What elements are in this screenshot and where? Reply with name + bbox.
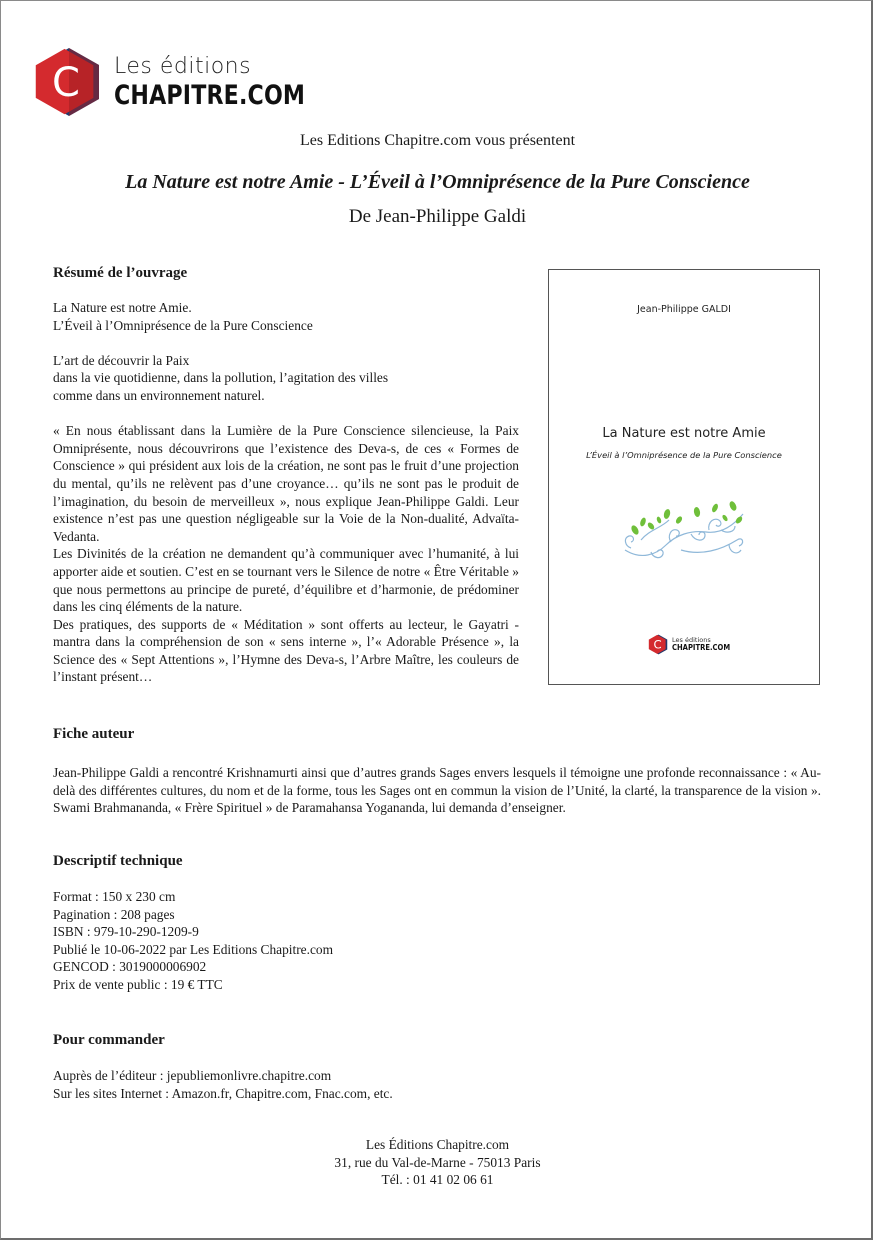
summary-paragraph: Les Divinités de la création ne demandent qu’à communiquer avec l’humanité, à lui apporter aide et soutien. C’est en se tournant vers le Silence de notre « Être Véritable » que nous permettons au principe de pureté, d’équilibre et d’harmonie, de prédominer dans les cinq éléments de la nature.: [53, 546, 519, 615]
summary-line: comme dans un environnement naturel.: [53, 387, 265, 403]
summary-paragraph: Des pratiques, des supports de « Méditation » sont offerts au lecteur, le Gayatri - mantra dans la compréhension de son « sens interne », l’« Adorable Présence », la Science des « Sept Attentions », l’Hymne des Deva-s, l’Arbre Maître, les couleurs de l’instant présent…: [53, 616, 519, 685]
summary-line: dans la vie quotidienne, dans la pollution, l’agitation des villes: [53, 370, 389, 386]
tech-heading: Descriptif technique: [53, 853, 183, 869]
summary-paragraph: « En nous établissant dans la Lumière de la Pure Conscience silencieuse, la Paix Omniprésente, nous découvrirons que l’existence des Deva-s, de ces « Formes de Conscience » qui président aux lois de la création, ne sont pas le fruit d’une projection du mental, qu’ils ne relèvent pas d’une croyance… qu’ils ne sont pas le produit de l’imagination, du besoin de merveilleux », nous explique Jean-Philippe Galdi. Leur existence n’est pas une question négligeable sur la Voie de la Non-dualité, Advaïta-Vedanta.: [53, 423, 519, 544]
summary-line: La Nature est notre Amie.: [53, 300, 192, 315]
tech-line: ISBN : 979-10-290-1209-9: [53, 924, 199, 940]
publisher-logo-icon: [33, 46, 105, 118]
cover-publisher-logo: [648, 634, 740, 655]
footer-line: 31, rue du Val-de-Marne - 75013 Paris: [334, 1154, 541, 1170]
cover-logo-icon: [648, 634, 669, 655]
book-title: La Nature est notre Amie - L’Éveil à l’Omniprésence de la Pure Conscience: [125, 171, 750, 193]
summary-line: L’Éveil à l’Omniprésence de la Pure Conscience: [53, 317, 313, 333]
tech-line: GENCOD : 3019000006902: [53, 959, 207, 975]
footer-line: Tél. : 01 41 02 06 61: [381, 1172, 494, 1188]
cover-title: La Nature est notre Amie: [602, 426, 766, 441]
tech-line: Format : 150 x 230 cm: [53, 889, 176, 904]
footer-line: Les Éditions Chapitre.com: [365, 1137, 510, 1152]
author-heading: Fiche auteur: [53, 726, 135, 742]
order-details: [53, 1067, 653, 1102]
tech-line: Publié le 10-06-2022 par Les Editions Chapitre.com: [53, 941, 334, 957]
tech-line: Pagination : 208 pages: [53, 906, 175, 922]
logo-letter: C: [52, 60, 80, 106]
author-text: Jean-Philippe Galdi a rencontré Krishnamurti ainsi que d’autres grands Sages envers lesquels il témoigne une profonde reconnaissance : « Au-delà des différentes cultures, du nom et de la forme, tous les Sages ont en commun la vision de l’Unité, la clarté, la transparence de la vision ». Swami Brahmananda, « Frère Spirituel » de Paramahansa Yogananda, lui demanda d’enseigner.: [53, 765, 821, 816]
logo-line-1: Les éditions: [114, 53, 252, 79]
publisher-logo: [33, 46, 347, 118]
tech-details: [53, 888, 453, 994]
cover-logo-letter: C: [653, 637, 662, 652]
order-line: Auprès de l’éditeur : jepubliemonlivre.chapitre.com: [53, 1068, 332, 1083]
vine-illustration: [621, 500, 751, 566]
order-line: Sur les sites Internet : Amazon.fr, Chapitre.com, Fnac.com, etc.: [53, 1085, 393, 1101]
tech-line: Prix de vente public : 19 € TTC: [53, 976, 223, 992]
book-author: De Jean-Philippe Galdi: [348, 206, 527, 227]
summary-line: L’art de découvrir la Paix: [53, 352, 190, 368]
summary-text: [53, 299, 519, 686]
publisher-footer: [0, 1136, 875, 1189]
cover-author: Jean-Philippe GALDI: [637, 304, 731, 315]
intro-line: Les Editions Chapitre.com vous présentent: [299, 132, 576, 149]
cover-subtitle: L’Éveil à l’Omniprésence de la Pure Conscience: [586, 450, 782, 460]
order-heading: Pour commander: [53, 1032, 165, 1048]
summary-heading: Résumé de l’ouvrage: [53, 265, 188, 281]
cover-logo-line-2: CHAPITRE.COM: [672, 642, 731, 652]
logo-line-2: CHAPITRE.COM: [114, 79, 306, 111]
cover-logo-line-1: Les éditions: [672, 636, 711, 645]
book-cover: [548, 269, 820, 685]
